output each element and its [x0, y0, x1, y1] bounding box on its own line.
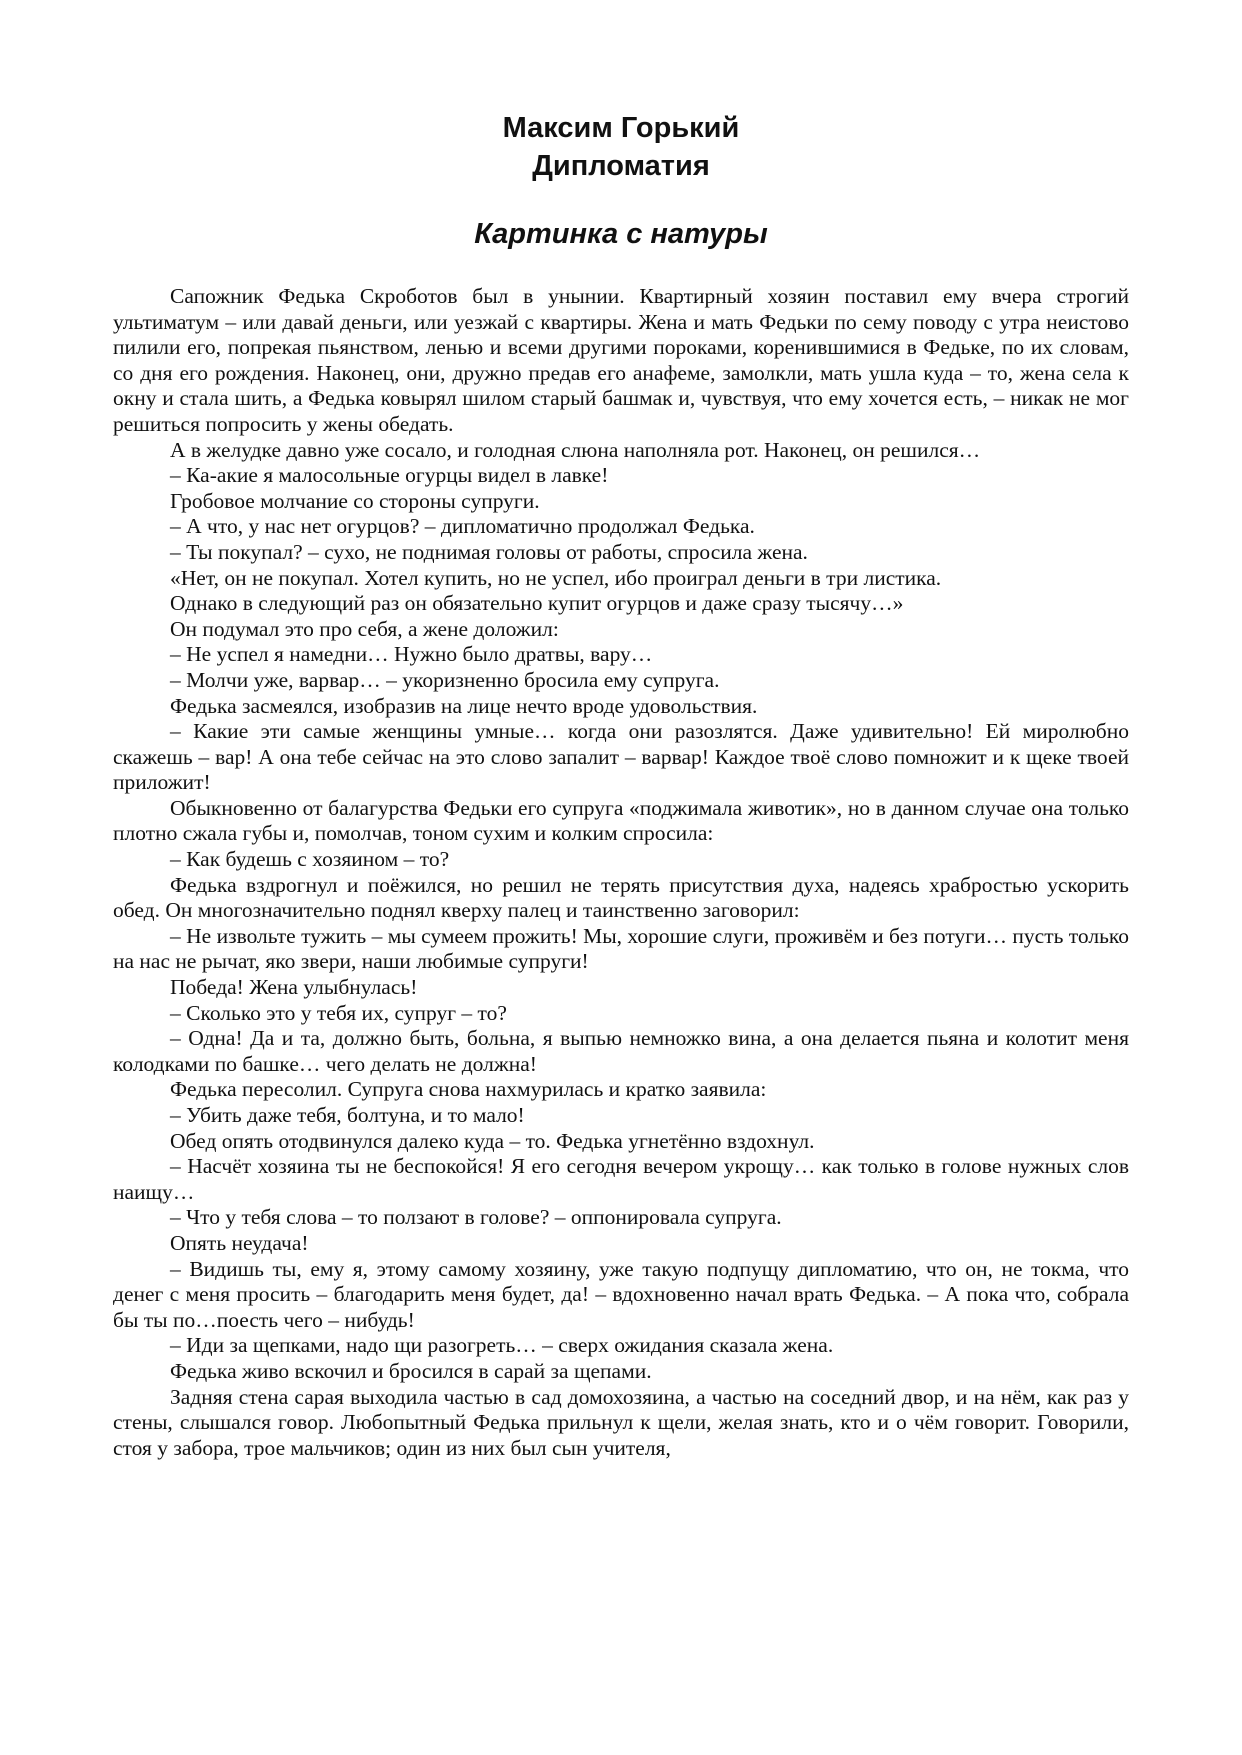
paragraph: – Видишь ты, ему я, этому самому хозяину, уже такую подпущу дипломатию, что он, не токма, что денег с меня просить – благодарить меня будет, да! – вдохновенно начал врать Федька. – А пока что, собрала бы ты по…поесть чего – нибудь! — [113, 1256, 1129, 1332]
paragraph: – Иди за щепками, надо щи разогреть… – сверх ожидания сказала жена. — [170, 1333, 834, 1358]
paragraph: – Ка-акие я малосольные огурцы видел в лавке! — [170, 463, 609, 488]
paragraph: – Молчи уже, варвар… – укоризненно бросила ему супруга. — [170, 667, 720, 692]
paragraph: – Что у тебя слова – то ползают в голове? – оппонировала супруга. — [170, 1205, 782, 1230]
paragraph: – Ты покупал? – сухо, не поднимая головы от работы, спросила жена. — [170, 539, 808, 564]
author-name: Максим Горький — [502, 112, 740, 144]
paragraph: А в желудке давно уже сосало, и голодная слюна наполняла рот. Наконец, он решился… — [170, 437, 981, 462]
paragraph: Обыкновенно от балагурства Федьки его супруга «поджимала животик», но в данном случае она только плотно сжала губы и, помолчав, тоном сухим и колким спросила: — [113, 795, 1129, 846]
document-subtitle: Картинка с натуры — [474, 218, 768, 250]
paragraph: – Одна! Да и та, должно быть, больна, я выпью немножко вина, а она делается пьяна и колотит меня колодками по башке… чего делать не должна! — [113, 1026, 1129, 1076]
document-title: Дипломатия — [532, 150, 710, 182]
paragraph: – Какие эти самые женщины умные… когда они разозлятся. Даже удивительно! Ей миролюбно скажешь – вар! А она тебе сейчас на это слово запалит – варвар! Каждое твоё слово помножит и к щеке твоей приложит! — [113, 719, 1129, 795]
paragraph: – А что, у нас нет огурцов? – дипломатично продолжал Федька. — [170, 514, 755, 539]
paragraph: – Сколько это у тебя их, супруг – то? — [170, 1000, 507, 1025]
paragraph: Задняя стена сарая выходила частью в сад домохозяина, а частью на соседний двор, и на нём, как раз у стены, слышался говор. Любопытный Федька прильнул к щели, желая знать, кто и о чём говорит. Говорили, стоя у забора, трое мальчиков; один из них был сын учителя, — [113, 1384, 1129, 1460]
paragraph: – Убить даже тебя, болтуна, и то мало! — [170, 1103, 525, 1127]
paragraph: Федька засмеялся, изобразив на лице нечто вроде удовольствия. — [170, 693, 758, 718]
paragraph: Обед опять отодвинулся далеко куда – то. Федька угнетённо вздохнул. — [170, 1128, 815, 1153]
paragraph: Опять неудача! — [170, 1230, 309, 1255]
paragraph: Гробовое молчание со стороны супруги. — [170, 488, 540, 513]
paragraph: – Не извольте тужить – мы сумеем прожить! Мы, хорошие слуги, проживём и без потуги… пусть только на нас не рычат, яко звери, наши любимые супруги! — [113, 923, 1130, 974]
paragraph: – Не успел я намедни… Нужно было дратвы, вару… — [170, 642, 653, 667]
paragraph: Однако в следующий раз он обязательно купит огурцов и даже сразу тысячу…» — [170, 591, 904, 616]
story-body — [113, 284, 1129, 1461]
paragraph: Победа! Жена улыбнулась! — [170, 975, 418, 1000]
paragraph: – Как будешь с хозяином – то? — [170, 847, 450, 872]
paragraph: Федька живо вскочил и бросился в сарай за щепами. — [170, 1358, 652, 1383]
paragraph: Федька пересолил. Супруга снова нахмурилась и кратко заявила: — [170, 1077, 767, 1102]
paragraph: Сапожник Федька Скроботов был в унынии. Квартирный хозяин поставил ему вчера строгий ультиматум – или давай деньги, или уезжай с квартиры. Жена и мать Федьки по сему поводу с утра неистово пилили его, попрекая пьянством, ленью и всеми другими пороками, коренившимися в Федьке, по их словам, со дня его рождения. Наконец, они, дружно предав его анафеме, замолкли, мать ушла куда – то, жена села к окну и стала шить, а Федька ковырял шилом старый башмак и, чувствуя, что ему хочется есть, – никак не мог решиться попросить у жены обедать. — [113, 284, 1129, 436]
paragraph: «Нет, он не покупал. Хотел купить, но не успел, ибо проиграл деньги в три листика. — [170, 565, 942, 590]
paragraph: – Насчёт хозяина ты не беспокойся! Я его сегодня вечером укрощу… как только в голове нужных слов наищу… — [113, 1154, 1129, 1204]
paragraph: Он подумал это про себя, а жене доложил: — [170, 616, 559, 641]
paragraph: Федька вздрогнул и поёжился, но решил не терять присутствия духа, надеясь храбростью ускорить обед. Он многозначительно поднял кверху палец и таинственно заговорил: — [113, 872, 1129, 923]
